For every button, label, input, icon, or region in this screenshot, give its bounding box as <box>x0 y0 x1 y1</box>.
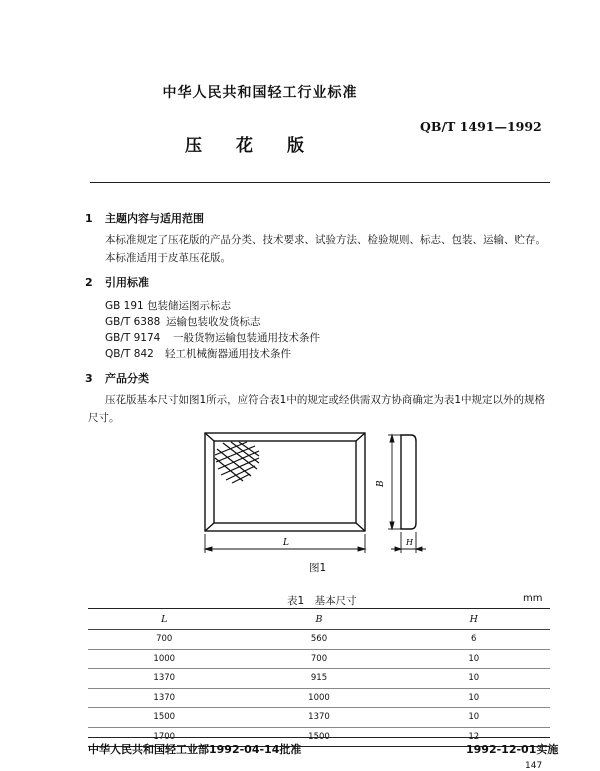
header-rule <box>90 182 550 183</box>
cell-B: 560 <box>240 630 397 650</box>
cell-H: 12 <box>398 727 550 747</box>
cell-B: 1500 <box>240 727 397 747</box>
section-3-paragraph-1: 压花版基本尺寸如图1所示，应符合表1中的规定或经供需双方协商确定为表1中规定以外的规格 <box>105 394 546 406</box>
cell-B: 700 <box>240 649 397 669</box>
section-3-paragraph-2: 尺寸。 <box>88 412 120 424</box>
section-title: 产品分类 <box>105 372 149 385</box>
title-char: 版 <box>287 136 304 156</box>
cell-L: 700 <box>88 630 240 650</box>
table-row <box>88 630 550 650</box>
reference-name: 运输包装收发货标志 <box>166 316 261 328</box>
reference-item <box>105 346 291 362</box>
reference-item <box>105 298 231 314</box>
cell-L: 1370 <box>88 669 240 689</box>
cell-B: 1370 <box>240 708 397 728</box>
page-number: 147 <box>525 761 543 771</box>
cell-H: 10 <box>398 688 550 708</box>
cell-L: 1000 <box>88 649 240 669</box>
cell-L: 1700 <box>88 727 240 747</box>
title-char: 压 <box>185 136 202 156</box>
table-unit: mm <box>523 593 543 604</box>
dimension-H-label: H <box>406 538 413 547</box>
table-row <box>88 688 550 708</box>
dimension-L-label: L <box>283 538 289 548</box>
embossing-plate-figure <box>195 425 435 560</box>
reference-code: GB/T 6388 <box>105 316 161 328</box>
footer-rule <box>88 737 550 738</box>
cell-H: 10 <box>398 669 550 689</box>
document-title <box>185 131 338 156</box>
cell-L: 1370 <box>88 688 240 708</box>
table-row <box>88 649 550 669</box>
section-number: 1 <box>85 212 93 225</box>
section-number: 3 <box>85 372 93 385</box>
section-1-paragraph-1: 本标准规定了压花版的产品分类、技术要求、试验方法、检验规则、标志、包装、运输、贮存。 <box>105 234 546 246</box>
section-2-heading <box>85 274 149 290</box>
table-header-row <box>88 609 550 630</box>
reference-name: 轻工机械衡器通用技术条件 <box>165 348 291 360</box>
column-header: B <box>240 609 397 630</box>
section-title: 引用标准 <box>105 276 149 289</box>
table-row <box>88 669 550 689</box>
reference-name: 一般货物运输包装通用技术条件 <box>173 332 320 344</box>
column-header: L <box>88 609 240 630</box>
section-1-heading <box>85 210 204 226</box>
standard-code: QB/T 1491—1992 <box>420 119 542 134</box>
embossing-pattern <box>215 442 259 483</box>
cell-B: 1000 <box>240 688 397 708</box>
reference-code: QB/T 842 <box>105 348 154 360</box>
title-char: 花 <box>236 136 253 156</box>
table-title: 表1 基本尺寸 <box>287 595 357 607</box>
reference-item <box>105 330 320 346</box>
side-view <box>401 435 416 529</box>
reference-item <box>105 314 261 330</box>
issuing-organization: 中华人民共和国轻工行业标准 <box>162 85 358 101</box>
implementation-date: 1992-12-01实施 <box>466 743 559 756</box>
cell-H: 10 <box>398 649 550 669</box>
cell-H: 10 <box>398 708 550 728</box>
cell-H: 6 <box>398 630 550 650</box>
column-header: H <box>398 609 550 630</box>
cell-L: 1500 <box>88 708 240 728</box>
table-row <box>88 708 550 728</box>
cell-B: 915 <box>240 669 397 689</box>
reference-code: GB 191 <box>105 300 144 312</box>
approval-date: 中华人民共和国轻工业部1992-04-14批准 <box>88 743 302 756</box>
dimension-B-label: B <box>376 480 386 487</box>
dimensions-table <box>88 608 550 747</box>
reference-name: 包装储运图示标志 <box>147 300 231 312</box>
dimension-B <box>388 435 401 529</box>
section-1-paragraph-2: 本标准适用于皮革压花版。 <box>105 252 231 264</box>
section-number: 2 <box>85 276 93 289</box>
section-3-heading <box>85 370 149 386</box>
reference-code: GB/T 9174 <box>105 332 161 344</box>
section-title: 主题内容与适用范围 <box>105 212 204 225</box>
figure-caption: 图1 <box>309 562 327 574</box>
